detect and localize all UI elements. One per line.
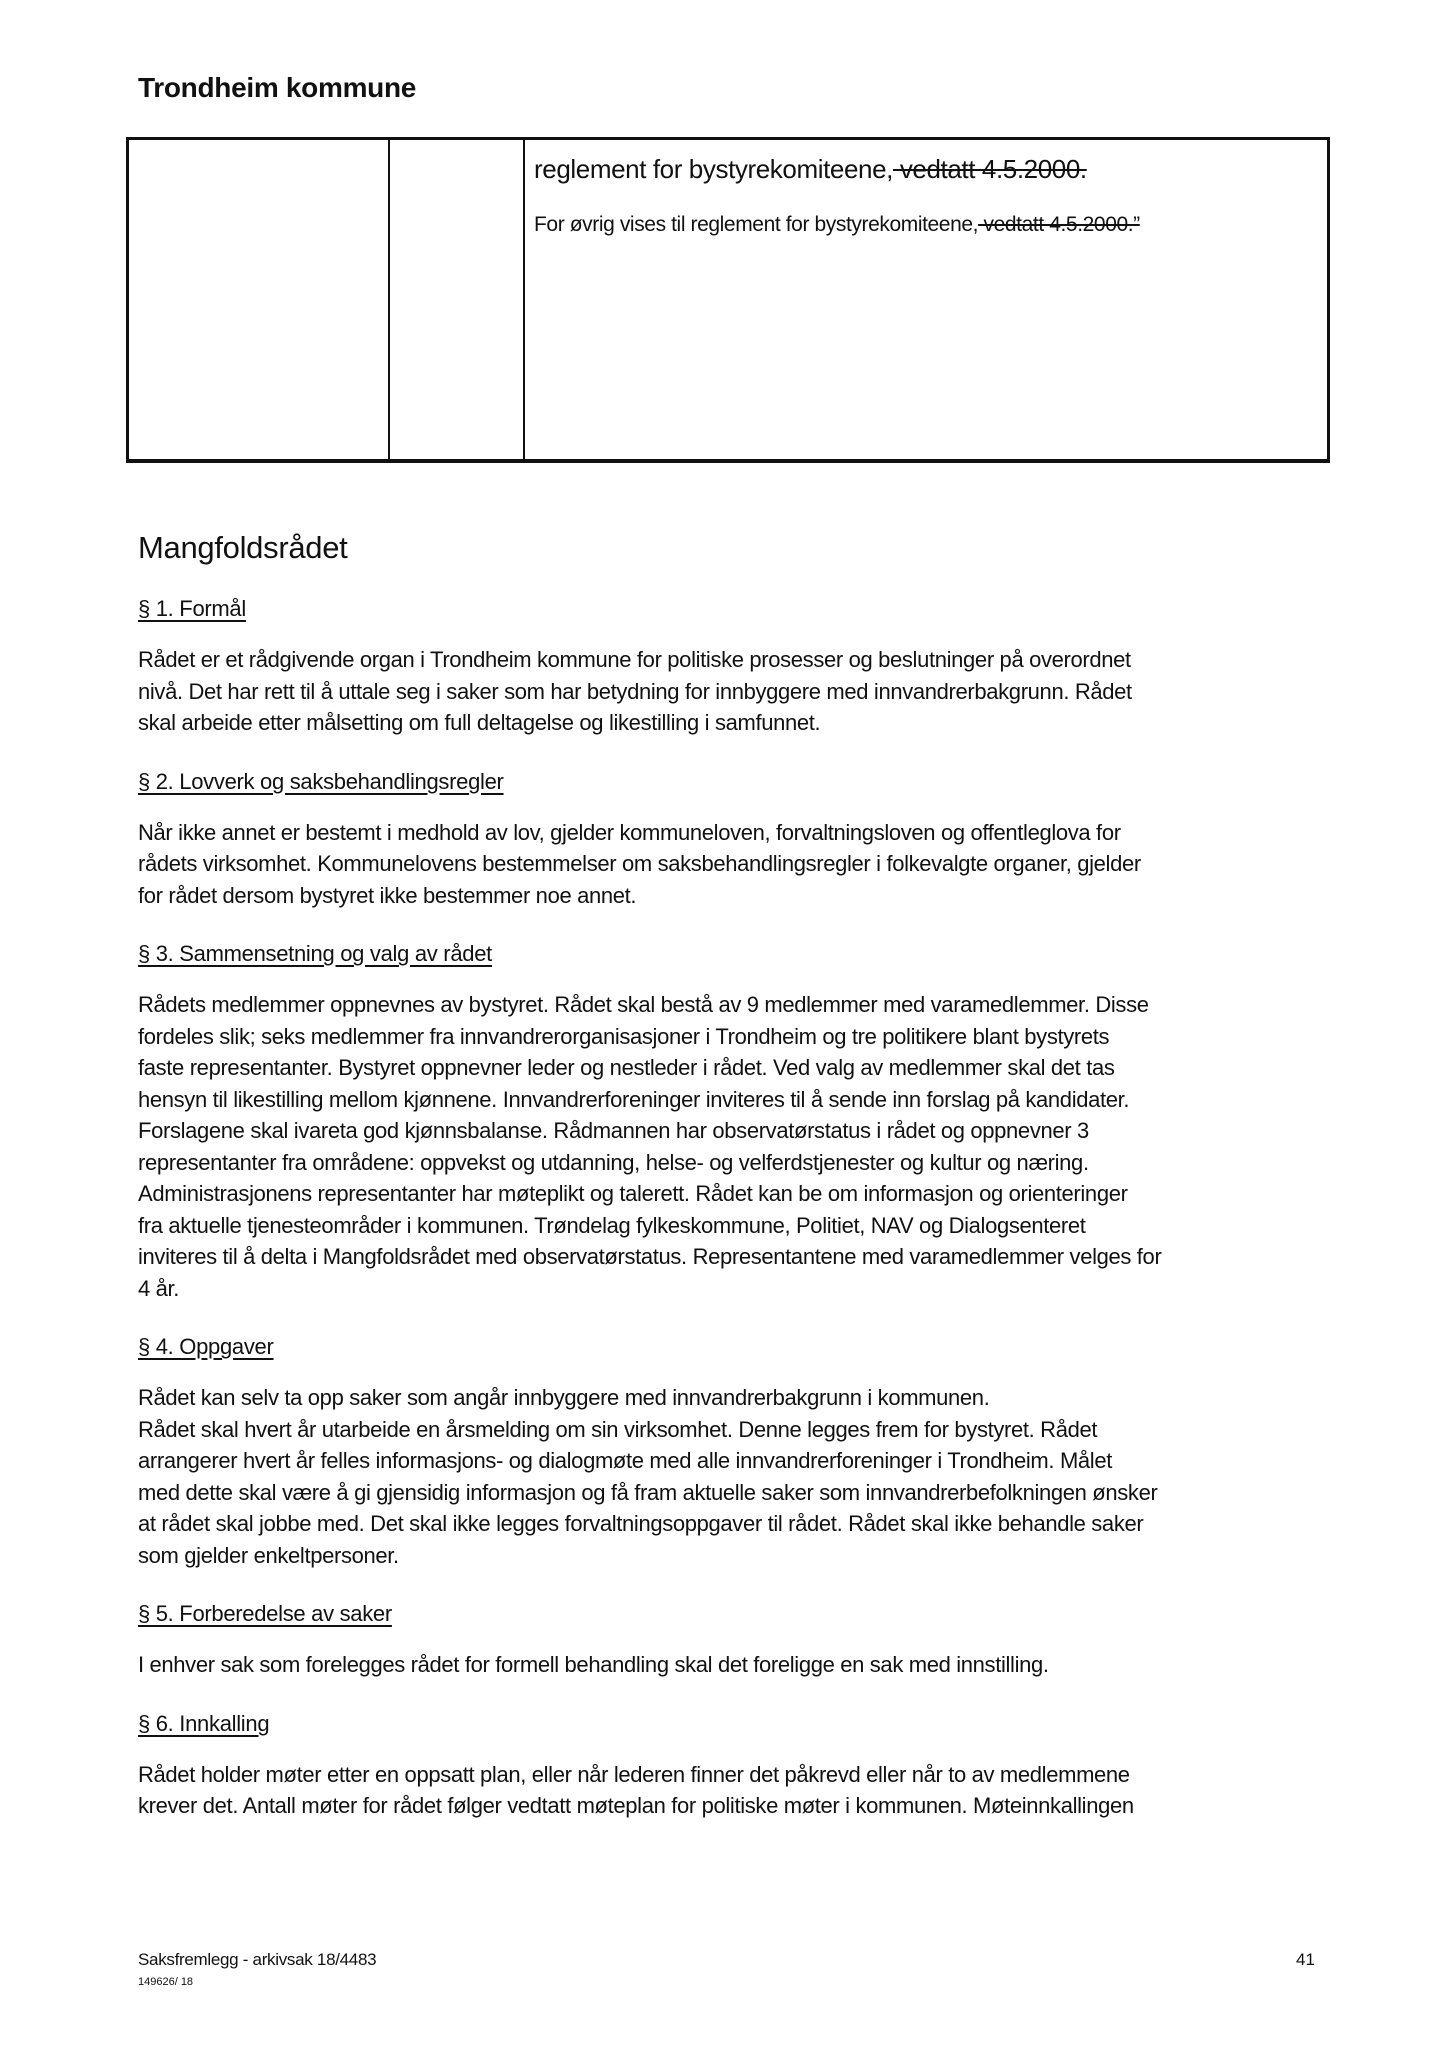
struck-text: vedtatt 4.5.2000. xyxy=(893,154,1087,184)
section-line: som gjelder enkeltpersoner. xyxy=(138,1542,399,1568)
table-column-divider xyxy=(388,140,390,459)
section-body xyxy=(138,1382,1338,1571)
section-line: rådets virksomhet. Kommunelovens bestemmelser om saksbehandlingsregler i folkevalgte organer, gjelder xyxy=(138,851,1141,876)
section-line: at rådet skal jobbe med. Det skal ikke legges forvaltningsoppgaver til rådet. Rådet skal ikke behandle saker xyxy=(138,1511,1144,1536)
section-line: inviteres til å delta i Mangfoldsrådet med observatørstatus. Representantene med varamedlemmer velges for xyxy=(138,1244,1162,1269)
table-line-1-text: reglement for bystyrekomiteene, xyxy=(534,154,893,184)
section-heading: § 2. Lovverk og saksbehandlingsregler xyxy=(138,768,504,794)
section-heading: § 3. Sammensetning og valg av rådet xyxy=(138,941,492,966)
table-cell-text xyxy=(534,152,1317,240)
footer-reference: Saksfremlegg - arkivsak 18/4483 xyxy=(138,1950,377,1969)
section-line: arrangerer hvert år felles informasjons- og dialogmøte med alle innvandrerforeninger i Trondheim. Målet xyxy=(138,1448,1112,1473)
struck-text: vedtatt 4.5.2000.” xyxy=(978,213,1140,236)
section-heading: § 5. Forberedelse av saker xyxy=(138,1601,392,1626)
section-body xyxy=(138,644,1338,739)
footer-document-id: 149626/ 18 xyxy=(138,1976,194,1988)
section-line: nivå. Det har rett til å uttale seg i saker som har betydning for innbyggere med innvandrerbakgrunn. Rådet xyxy=(138,678,1132,704)
table-column-divider xyxy=(523,140,525,459)
section-line: Rådet skal hvert år utarbeide en årsmelding om sin virksomhet. Denne legges frem for bystyret. Rådet xyxy=(138,1416,1098,1442)
section-body xyxy=(138,817,1338,912)
section-line: Forslagene skal ivareta god kjønnsbalanse. Rådmannen har observatørstatus i rådet og oppnevner 3 xyxy=(138,1118,1089,1143)
section-line: fra aktuelle tjenesteområder i kommunen. Trøndelag fylkeskommune, Politiet, NAV og Dialogsenteret xyxy=(138,1212,1086,1238)
section-line: Administrasjonens representanter har møteplikt og talerett. Rådet kan be om informasjon og orienteringer xyxy=(138,1181,1128,1206)
section-heading: § 1. Formål xyxy=(138,596,246,621)
section-line: representanter fra områdene: oppvekst og utdanning, helse- og velferdstjenester og kultur og næring. xyxy=(138,1149,1089,1175)
section-line: Når ikke annet er bestemt i medhold av lov, gjelder kommuneloven, forvaltningsloven og offentleglova for xyxy=(138,819,1121,845)
section-line: krever det. Antall møter for rådet følger vedtatt møteplan for politiske møter i kommunen. Møteinnkallingen xyxy=(138,1793,1134,1818)
section-body xyxy=(138,1649,1338,1681)
section-line: Rådet kan selv ta opp saker som angår innbyggere med innvandrerbakgrunn i kommunen. xyxy=(138,1385,990,1410)
section-line: hensyn til likestilling mellom kjønnene. Innvandrerforeninger inviteres til å sende inn forslag på kandidater. xyxy=(138,1086,1130,1112)
section-line: Rådet er et rådgivende organ i Trondheim kommune for politiske prosesser og beslutninger på overordnet xyxy=(138,647,1131,672)
section-line: faste representanter. Bystyret oppnevner leder og nestleder i rådet. Ved valg av medlemmer skal det tas xyxy=(138,1055,1115,1080)
document-title: Mangfoldsrådet xyxy=(138,530,348,565)
section-line: med dette skal være å gi gjensidig informasjon og få fram aktuelle saker som innvandrerbefolkningen ønsker xyxy=(138,1479,1158,1505)
section-line: skal arbeide etter målsetting om full deltagelse og likestilling i samfunnet. xyxy=(138,710,821,735)
table-line-1 xyxy=(534,152,1317,186)
section-line: Rådets medlemmer oppnevnes av bystyret. Rådet skal bestå av 9 medlemmer med varamedlemmer. Disse xyxy=(138,992,1149,1017)
document-body xyxy=(138,528,1338,1850)
section-line: fordeles slik; seks medlemmer fra innvandrerorganisasjoner i Trondheim og tre politikere blant bystyrets xyxy=(138,1023,1110,1049)
table-line-2 xyxy=(534,210,1317,240)
section-line: for rådet dersom bystyret ikke bestemmer noe annet. xyxy=(138,882,637,908)
section-line: I enhver sak som forelegges rådet for formell behandling skal det foreligge en sak med innstilling. xyxy=(138,1652,1049,1677)
sections-container xyxy=(138,594,1338,1822)
continuation-table xyxy=(126,137,1330,463)
section-line: 4 år. xyxy=(138,1275,180,1301)
footer xyxy=(138,1950,376,1988)
page-header-organization: Trondheim kommune xyxy=(138,72,417,103)
section-line: Rådet holder møter etter en oppsatt plan, eller når lederen finner det påkrevd eller når to av medlemmene xyxy=(138,1761,1130,1787)
section-body xyxy=(138,989,1338,1304)
table-line-2-text: For øvrig vises til reglement for bystyrekomiteene, xyxy=(534,213,979,236)
section-heading: § 4. Oppgaver xyxy=(138,1334,274,1359)
page-number: 41 xyxy=(1296,1950,1315,1969)
section-heading: § 6. Innkalling xyxy=(138,1710,270,1736)
section-body xyxy=(138,1759,1338,1822)
